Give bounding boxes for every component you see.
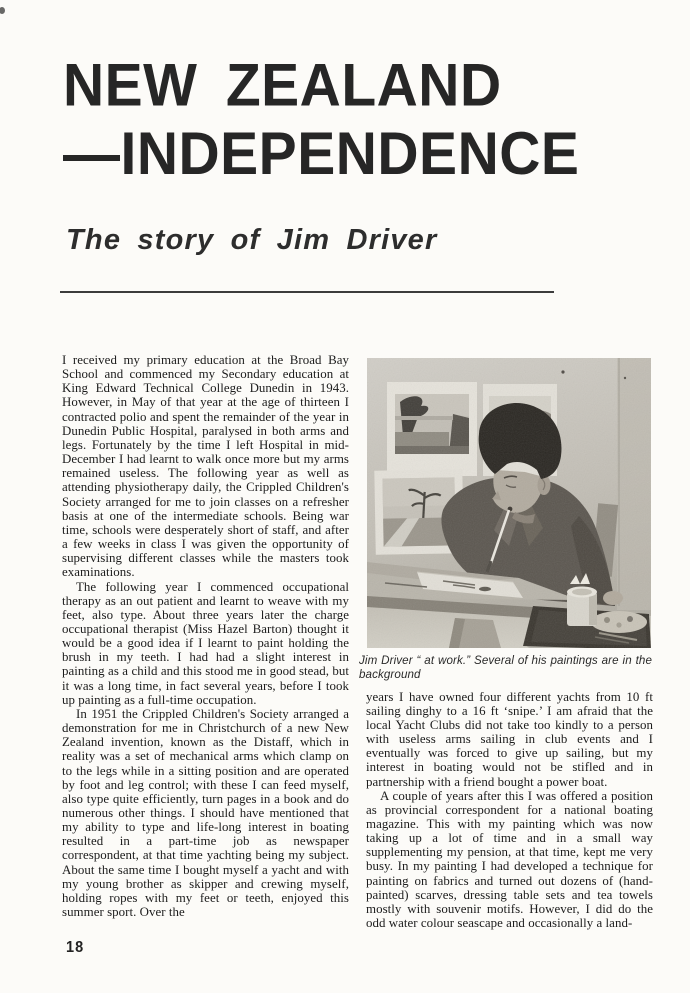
jim-driver-photo xyxy=(366,358,652,648)
photo-caption: Jim Driver “ at work.” Several of his paintings are in the background xyxy=(359,654,652,681)
page-subtitle: The story of Jim Driver xyxy=(66,224,438,256)
photo-grain xyxy=(367,358,651,648)
paragraph: I received my primary education at the Broad Bay School and commenced my Secondary education at King Edward Technical College Dunedin in 1943. However, in May of that year at the age of thirteen I contracted polio and spent the remainder of the year in Dunedin Public Hospital, paralysed in both arms and legs. Fortunately by the time I left Hospital in mid-December I had learnt to walk once more but my arms remained useless. The following year as well as attending physiotherapy daily, the Crippled Children's Society arranged for me to join classes on a refresher basis at one of the intermediate schools. Being war time, schools were desperately short of staff, and after a few weeks in class I was given the opportunity of supervising different classes while the masters took examinations. xyxy=(62,353,349,580)
page-number: 18 xyxy=(66,939,85,957)
paragraph: years I have owned four different yachts from 10 ft sailing dinghy to a 16 ft ‘snipe.’ I am afraid that the local Yacht Clubs did not take too kindly to a person with useless arms sailing in club events and I eventually was forced to give up sailing, but my interest in boating would not be stifled and in partnership with a friend bought a power boat. xyxy=(366,689,653,789)
paragraph: The following year I commenced occupational therapy as an out patient and learnt to weave with my feet, also type. About three years later the charge occupational therapist (Miss Hazel Barton) thought it would be a good idea if I learnt to paint holding the brush in my teeth. I had had a slight interest in painting as a child and this stood me in good stead, but it was a long time, in fact several years, before I took up painting as a full-time occupation. xyxy=(62,579,349,707)
photo-figure xyxy=(366,358,652,648)
page-title xyxy=(63,52,579,189)
title-line-1: NEW ZEALAND xyxy=(63,52,502,120)
right-column xyxy=(359,358,653,938)
paragraph: A couple of years after this I was offered a position as provincial correspondent for a national boating magazine. This with my painting which was now taking up a lot of time and in a small way supplementing my pension, at that time, kept me very busy. In my painting I had developed a technique for painting on fabrics and turned out dozens of (hand-painted) scarves, dressing table sets and tea towels mostly with souvenir motifs. However, I did do the odd water colour seascape and occasionally a land- xyxy=(366,788,653,931)
right-column-text xyxy=(366,690,653,931)
left-column xyxy=(62,353,349,939)
horizontal-rule xyxy=(60,291,554,293)
scan-speck xyxy=(0,7,5,14)
title-line-2: —INDEPENDENCE xyxy=(63,120,580,188)
paragraph: In 1951 the Crippled Children's Society arranged a demonstration for me in Christchurch of a new New Zealand invention, known as the Distaff, which in reality was a set of mechanical arms which clamp on to the legs while in a sitting position and are operated by foot and leg control; with these I can feed myself, also type quite efficiently, turn pages in a book and do numerous other things. I should have mentioned that my ability to type and life-long interest in boating resulted in a part-time job as newspaper correspondent, at that time yachting being my subject. About the same time I bought myself a yacht and with my young brother as skipper and crewing myself, holding ropes with my feet or teeth, enjoyed this summer sport. Over the xyxy=(62,706,349,920)
